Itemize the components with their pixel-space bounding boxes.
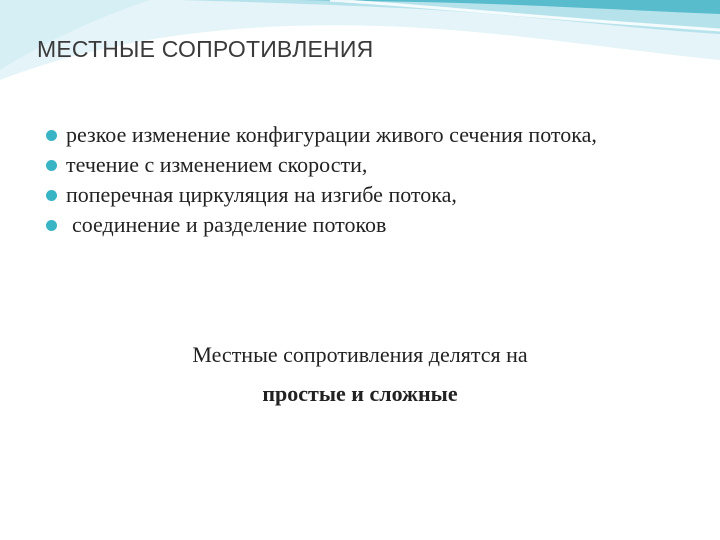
bullet-text: течение с изменением скорости,	[66, 151, 368, 177]
bullet-dot-icon	[46, 220, 57, 231]
bullet-dot-icon	[46, 190, 57, 201]
slide-title: МЕСТНЫЕ СОПРОТИВЛЕНИЯ	[37, 36, 374, 62]
bullet-text: поперечная циркуляция на изгибе потока,	[66, 181, 457, 207]
summary	[0, 340, 720, 409]
summary-text: Местные сопротивления делятся на	[192, 342, 528, 367]
bullet-list	[45, 120, 685, 240]
bullet-text: резкое изменение конфигурации живого сечения потока,	[66, 122, 597, 147]
bullet-item	[45, 120, 685, 150]
bullet-dot-icon	[46, 130, 57, 141]
bullet-item	[45, 180, 685, 210]
bullet-dot-icon	[46, 160, 57, 171]
bullet-item	[45, 210, 685, 240]
bullet-text: соединение и разделение потоков	[72, 211, 387, 237]
bullet-item	[45, 150, 685, 180]
summary-emphasis: простые и сложные	[262, 381, 458, 406]
